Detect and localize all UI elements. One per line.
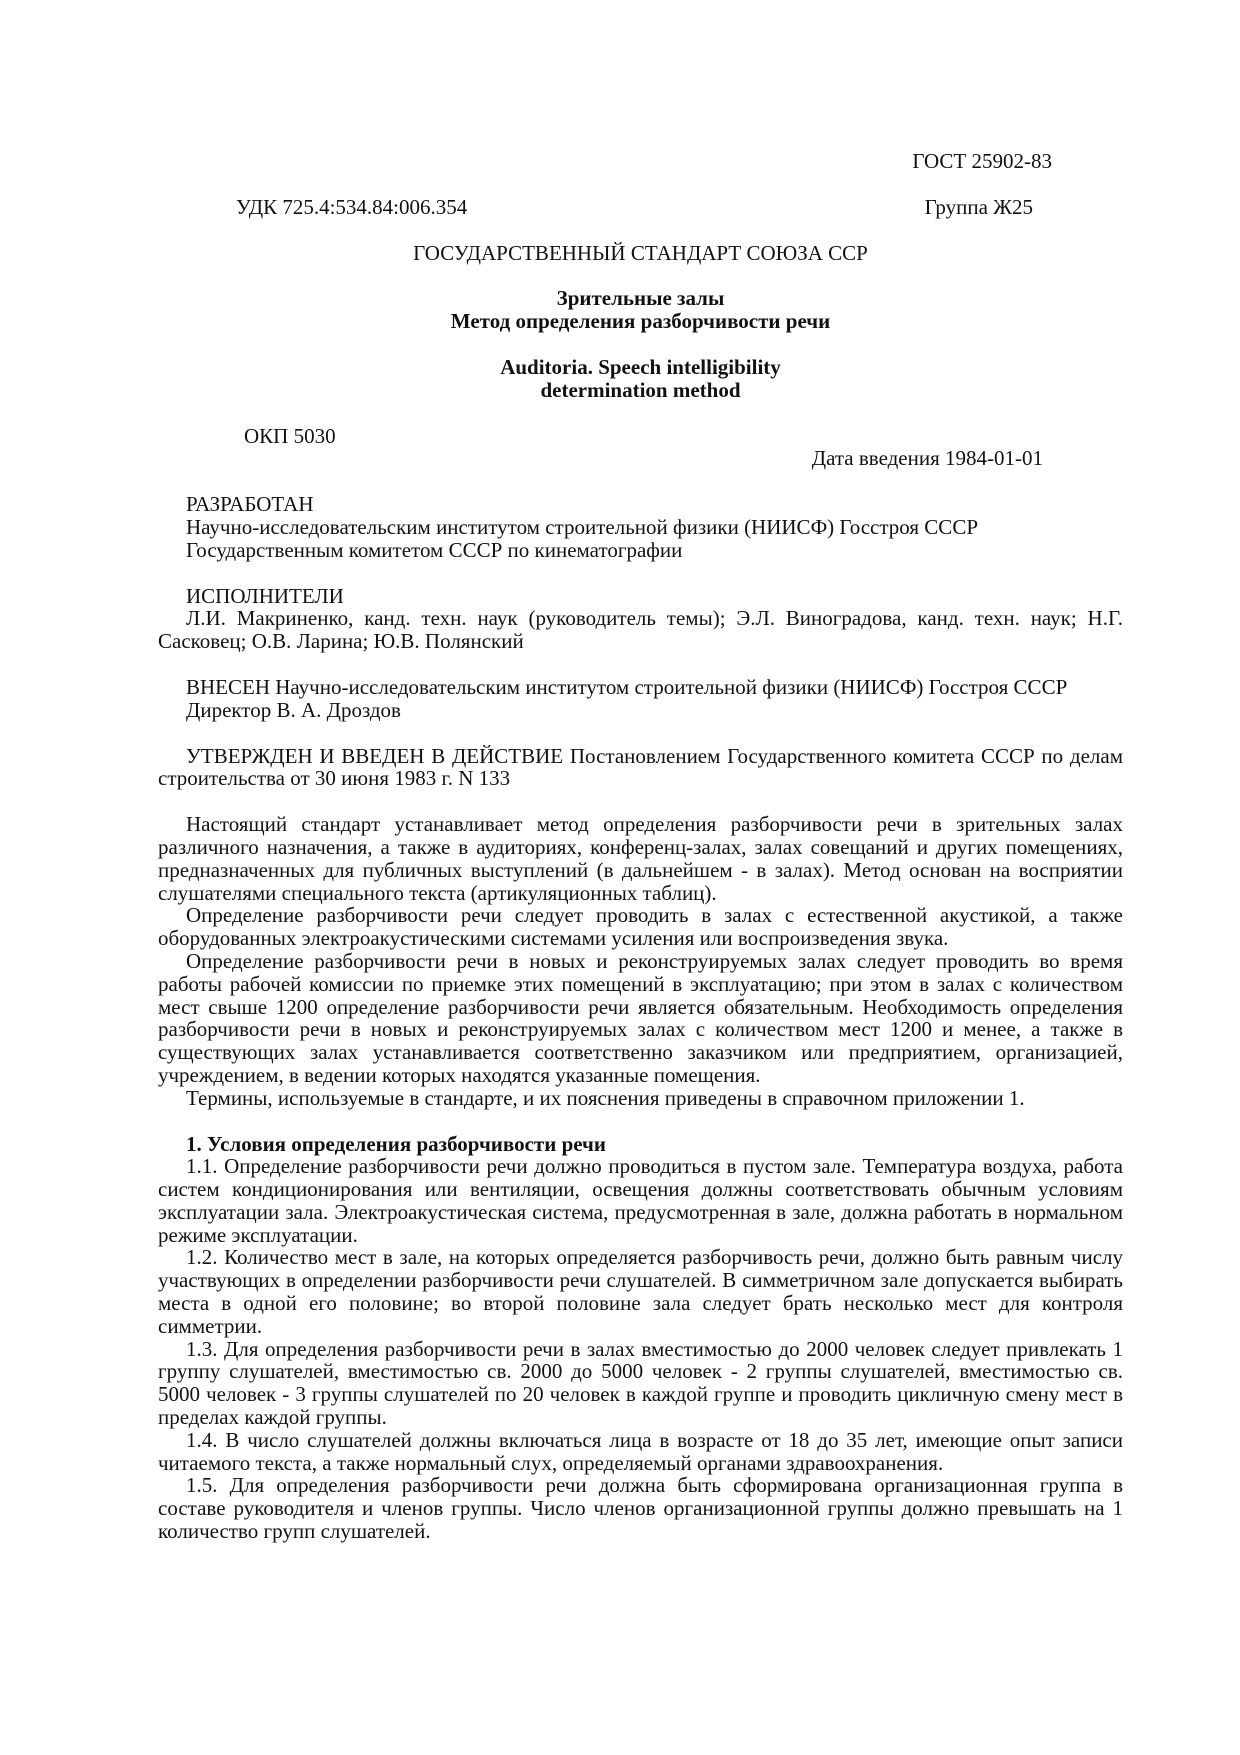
title-en-line1: Auditoria. Speech intelligibility: [500, 354, 781, 379]
intro-paragraph: Настоящий стандарт устанавливает метод определения разборчивости речи в зрительных залах различного назначения, а также в аудиториях, конференц-залах, залах совещаний и других помещениях, предназначенных для публичных выступлений (в дальнейшем - в залах). Метод основан на восприятии слушателями специального текста (артикуляционных таблиц).: [158, 812, 1123, 905]
section-1-block: [158, 1133, 1123, 1543]
developed-block: [158, 493, 1123, 561]
section-1-paragraph: 1.3. Для определения разборчивости речи в залах вместимостью до 2000 человек следует привлекать 1 группу слушателей, вместимостью св. 2000 до 5000 человек - 2 группы слушателей, вместимостью св. 5000 человек - 3 группы слушателей по 20 человек в каждой группе и проводить цикличную смену мест в пределах каждой группы.: [158, 1336, 1123, 1430]
submitted-block: [158, 676, 1123, 722]
okp-date-block: [158, 425, 1123, 471]
intro-paragraph: Термины, используемые в стандарте, и их пояснения приведены в справочном приложении 1.: [186, 1085, 1025, 1110]
udk-group-row: [158, 196, 1123, 219]
section-1-heading: 1. Условия определения разборчивости речи: [186, 1131, 606, 1156]
group-code: Группа Ж25: [924, 194, 1033, 219]
udk-code: УДК 725.4:534.84:006.354: [236, 194, 468, 219]
title-ru-block: [158, 287, 1123, 333]
okp-code: ОКП 5030: [244, 423, 336, 448]
title-ru-line1: Зрительные залы: [556, 286, 725, 311]
doc-number: ГОСТ 25902-83: [912, 149, 1052, 173]
section-1-paragraph: 1.2. Количество мест в зале, на которых определяется разборчивость речи, должно быть равным числу участвующих в определении разборчивости речи слушателей. В симметричном зале допускается выбирать места в одной его половине; во второй половине зала следует брать несколько мест для контроля симметрии.: [158, 1245, 1123, 1338]
title-en-block: [158, 356, 1123, 402]
title-ru-line2: Метод определения разборчивости речи: [450, 309, 831, 334]
developed-org-line1: Научно-исследовательским институтом строительной физики (НИИСФ) Госстроя СССР: [186, 514, 979, 539]
approved-paragraph: УТВЕРЖДЕН И ВВЕДЕН В ДЕЙСТВИЕ Постановлением Государственного комитета СССР по делам строительства от 30 июня 1983 г. N 133: [158, 743, 1123, 791]
approved-block: [158, 745, 1123, 791]
developed-org-line2: Государственным комитетом СССР по кинематографии: [186, 537, 683, 562]
submitted-paragraph: ВНЕСЕН Научно-исследовательским институтом строительной физики (НИИСФ) Госстроя СССР: [186, 674, 1068, 699]
intro-paragraph: Определение разборчивости речи следует проводить в залах с естественной акустикой, а также оборудованных электроакустическими системами усиления или воспроизведения звука.: [158, 903, 1123, 951]
executors-block: [158, 585, 1123, 653]
developed-heading: РАЗРАБОТАН: [186, 492, 314, 517]
section-1-paragraph: 1.5. Для определения разборчивости речи должна быть сформирована организационная группа в составе руководителя и членов группы. Число членов организационной группы должно превышать на 1 количество групп слушателей.: [158, 1473, 1123, 1544]
intro-paragraphs-block: [158, 813, 1123, 1109]
intro-paragraph: Определение разборчивости речи в новых и реконструируемых залах следует проводить во время работы рабочей комиссии по приемке этих помещений в эксплуатацию; при этом в залах с количеством мест свыше 1200 определение разборчивости речи является обязательным. Необходимость определения разборчивости речи в новых и реконструируемых залах с количеством мест 1200 и менее, а также в существующих залах устанавливается соответственно заказчиком или предприятием, организацией, учреждением, в ведении которых находятся указанные помещения.: [158, 948, 1123, 1087]
title-en-line2: determination method: [540, 377, 741, 402]
executors-paragraph: Л.И. Макриненко, канд. техн. наук (руководитель темы); Э.Л. Виноградова, канд. техн. наук; Н.Г. Сасковец; О.В. Ларина; Ю.В. Полянский: [158, 606, 1123, 654]
executors-heading: ИСПОЛНИТЕЛИ: [186, 583, 344, 608]
effective-date: Дата введения 1984-01-01: [811, 446, 1043, 471]
director-line: Директор В. А. Дроздов: [186, 697, 401, 722]
section-1-paragraph: 1.1. Определение разборчивости речи должно проводиться в пустом зале. Температура воздуха, работа систем кондиционирования или вентиляции, освещения должны соответствовать обычным условиям эксплуатации зала. Электроакустическая система, предусмотренная в зале, должна работать в нормальном режиме эксплуатации.: [158, 1154, 1123, 1247]
section-1-paragraph: 1.4. В число слушателей должны включаться лица в возрасте от 18 до 35 лет, имеющие опыт записи читаемого текста, а также нормальный слух, определяемый органами здравоохранения.: [158, 1427, 1123, 1475]
standard-type-heading: ГОСУДАРСТВЕННЫЙ СТАНДАРТ СОЮЗА ССР: [413, 240, 868, 265]
